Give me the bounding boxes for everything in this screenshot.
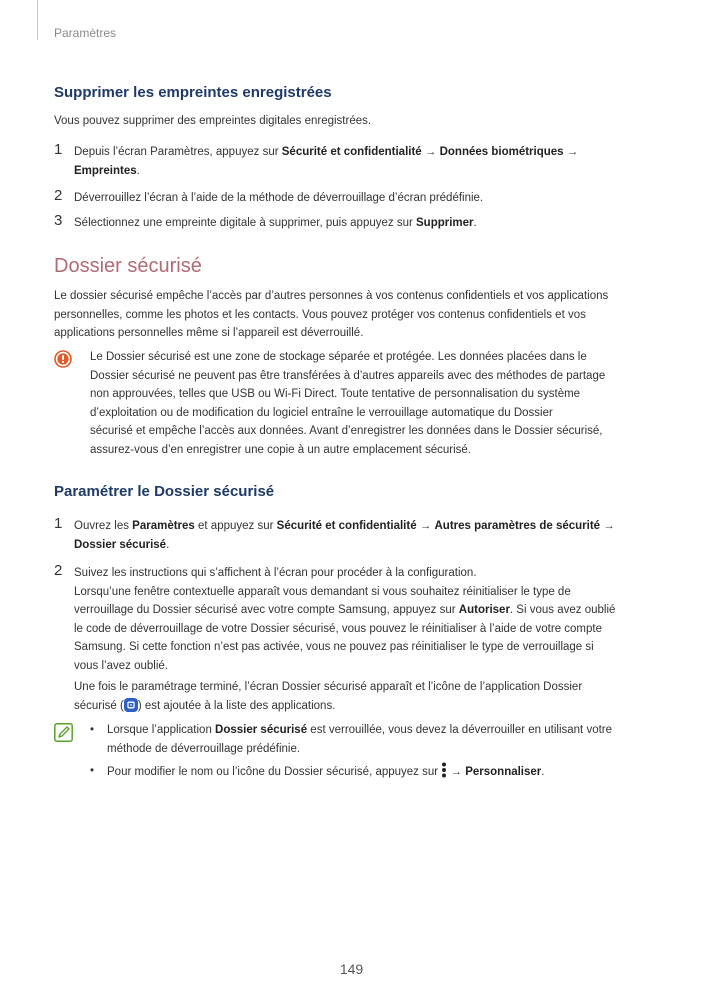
step-text: le code de déverrouillage de votre Dossier sécurisé, vous pouvez le réinitialiser à l’aide de votre compte xyxy=(74,622,603,635)
header-rule xyxy=(37,0,38,40)
button-label-delete: Supprimer xyxy=(416,217,474,229)
step-text: Déverrouillez l’écran à l’aide de la méthode de déverrouillage d’écran prédéfinie. xyxy=(74,192,484,204)
running-header: Paramètres xyxy=(54,26,117,40)
menu-path-biometrics: Données biométriques xyxy=(439,146,564,158)
step-text: Depuis l’écran Paramètres, appuyez sur xyxy=(74,146,282,158)
step-text: Samsung. Si cette fonction n’est pas activée, vous ne pouvez pas réinitialiser le type de verrouillage si xyxy=(74,641,594,653)
menu-path-other-security: Autres paramètres de sécurité xyxy=(434,520,601,532)
menu-path-fingerprints: Empreintes xyxy=(74,164,137,177)
step-text: Suivez les instructions qui s’affichent à l’écran pour procéder à la configuration. xyxy=(74,567,477,579)
menu-path-secure-folder: Dossier sécurisé xyxy=(74,538,167,551)
step-number: 2 xyxy=(54,562,63,579)
caution-line: assurez-vous d’en enregistrer une copie à un autre emplacement sécurisé. xyxy=(90,443,471,456)
menu-path-security: Sécurité et confidentialité xyxy=(276,520,417,532)
caution-line: Dossier sécurisé ne peuvent pas être transférées à d’autres appareils avec des méthodes de partage xyxy=(90,369,606,382)
intro-line: personnelles, comme les photos et les contacts. Vous pouvez protéger vos contenus confidentiels et vos xyxy=(54,308,586,321)
menu-path-settings: Paramètres xyxy=(132,520,195,532)
caution-text xyxy=(90,348,605,459)
secure-folder-intro xyxy=(54,287,608,343)
caution-line: non approuvées, telles que USB ou Wi-Fi Direct. Toute tentative de personnalisation du système xyxy=(90,388,581,400)
step-text: Sélectionnez une empreinte digitale à supprimer, puis appuyez sur xyxy=(74,217,417,229)
arrow: → xyxy=(600,520,615,532)
caution-line: sécurisé et empêche l’accès aux données. Avant d’enregistrer les données dans le Dossier sécurisé, xyxy=(90,425,603,437)
period: . xyxy=(166,538,170,551)
page-number: 149 xyxy=(339,961,364,977)
step-text: et appuyez sur xyxy=(194,520,277,532)
step-text: sécurisé ( xyxy=(74,699,124,712)
intro-line: applications personnelles même si l’appareil est déverrouillé. xyxy=(54,327,364,339)
button-label-authorize: Autoriser xyxy=(458,604,510,616)
secure-folder-app-icon xyxy=(124,698,138,712)
note-text: est verrouillée, vous devez la déverrouiller en utilisant votre xyxy=(307,724,613,736)
step-number: 2 xyxy=(54,187,63,204)
delete-fingerprints-heading: Supprimer les empreintes enregistrées xyxy=(54,84,332,101)
period: . xyxy=(473,217,477,229)
menu-path-customize: Personnaliser xyxy=(465,766,542,778)
bullet-dot: • xyxy=(90,724,95,736)
step-text: Une fois le paramétrage terminé, l’écran Dossier sécurisé apparaît et l’icône de l’application Dossier xyxy=(74,681,583,693)
secure-folder-title: Dossier sécurisé xyxy=(54,255,202,277)
caution-line: d’exploitation ou de modification du logiciel entraîne le verrouillage automatique du Dossier xyxy=(90,406,553,419)
bullet-dot: • xyxy=(90,765,95,777)
menu-path-security: Sécurité et confidentialité xyxy=(281,146,422,158)
step-text: Ouvrez les xyxy=(74,520,133,532)
note-text: Lorsque l’application xyxy=(107,724,216,736)
step-number: 1 xyxy=(54,515,63,532)
note-icon xyxy=(54,723,73,742)
intro-line: Le dossier sécurisé empêche l’accès par d’autres personnes à vos contenus confidentiels et vos applications xyxy=(54,290,609,302)
arrow: → xyxy=(447,766,466,778)
step-text: Lorsqu’une fenêtre contextuelle apparaît vous demandant si vous souhaitez réinitialiser le type de xyxy=(74,585,571,598)
step-text: vous l’avez oublié. xyxy=(74,659,168,672)
period: . xyxy=(541,766,545,778)
delete-fingerprints-intro: Vous pouvez supprimer des empreintes digitales enregistrées. xyxy=(54,115,372,127)
step-text: verrouillage du Dossier sécurisé avec votre compte Samsung, appuyez sur xyxy=(74,604,459,616)
note-text: méthode de déverrouillage prédéfinie. xyxy=(107,742,301,755)
step-text: ) est ajoutée à la liste des applications. xyxy=(137,699,336,712)
caution-icon xyxy=(54,350,72,368)
step-number: 3 xyxy=(54,212,63,229)
step-text: . Si vous avez oublié xyxy=(509,604,616,616)
arrow: → xyxy=(421,146,440,158)
arrow: → xyxy=(563,146,579,158)
period: . xyxy=(136,164,140,177)
note-text: Pour modifier le nom ou l’icône du Dossier sécurisé, appuyez sur xyxy=(107,766,442,778)
caution-line: Le Dossier sécurisé est une zone de stockage séparée et protégée. Les données placées dans le xyxy=(90,351,587,363)
app-name-secure-folder: Dossier sécurisé xyxy=(215,724,308,736)
arrow: → xyxy=(416,520,435,532)
step-number: 1 xyxy=(54,141,63,158)
setup-heading: Paramétrer le Dossier sécurisé xyxy=(54,483,275,500)
